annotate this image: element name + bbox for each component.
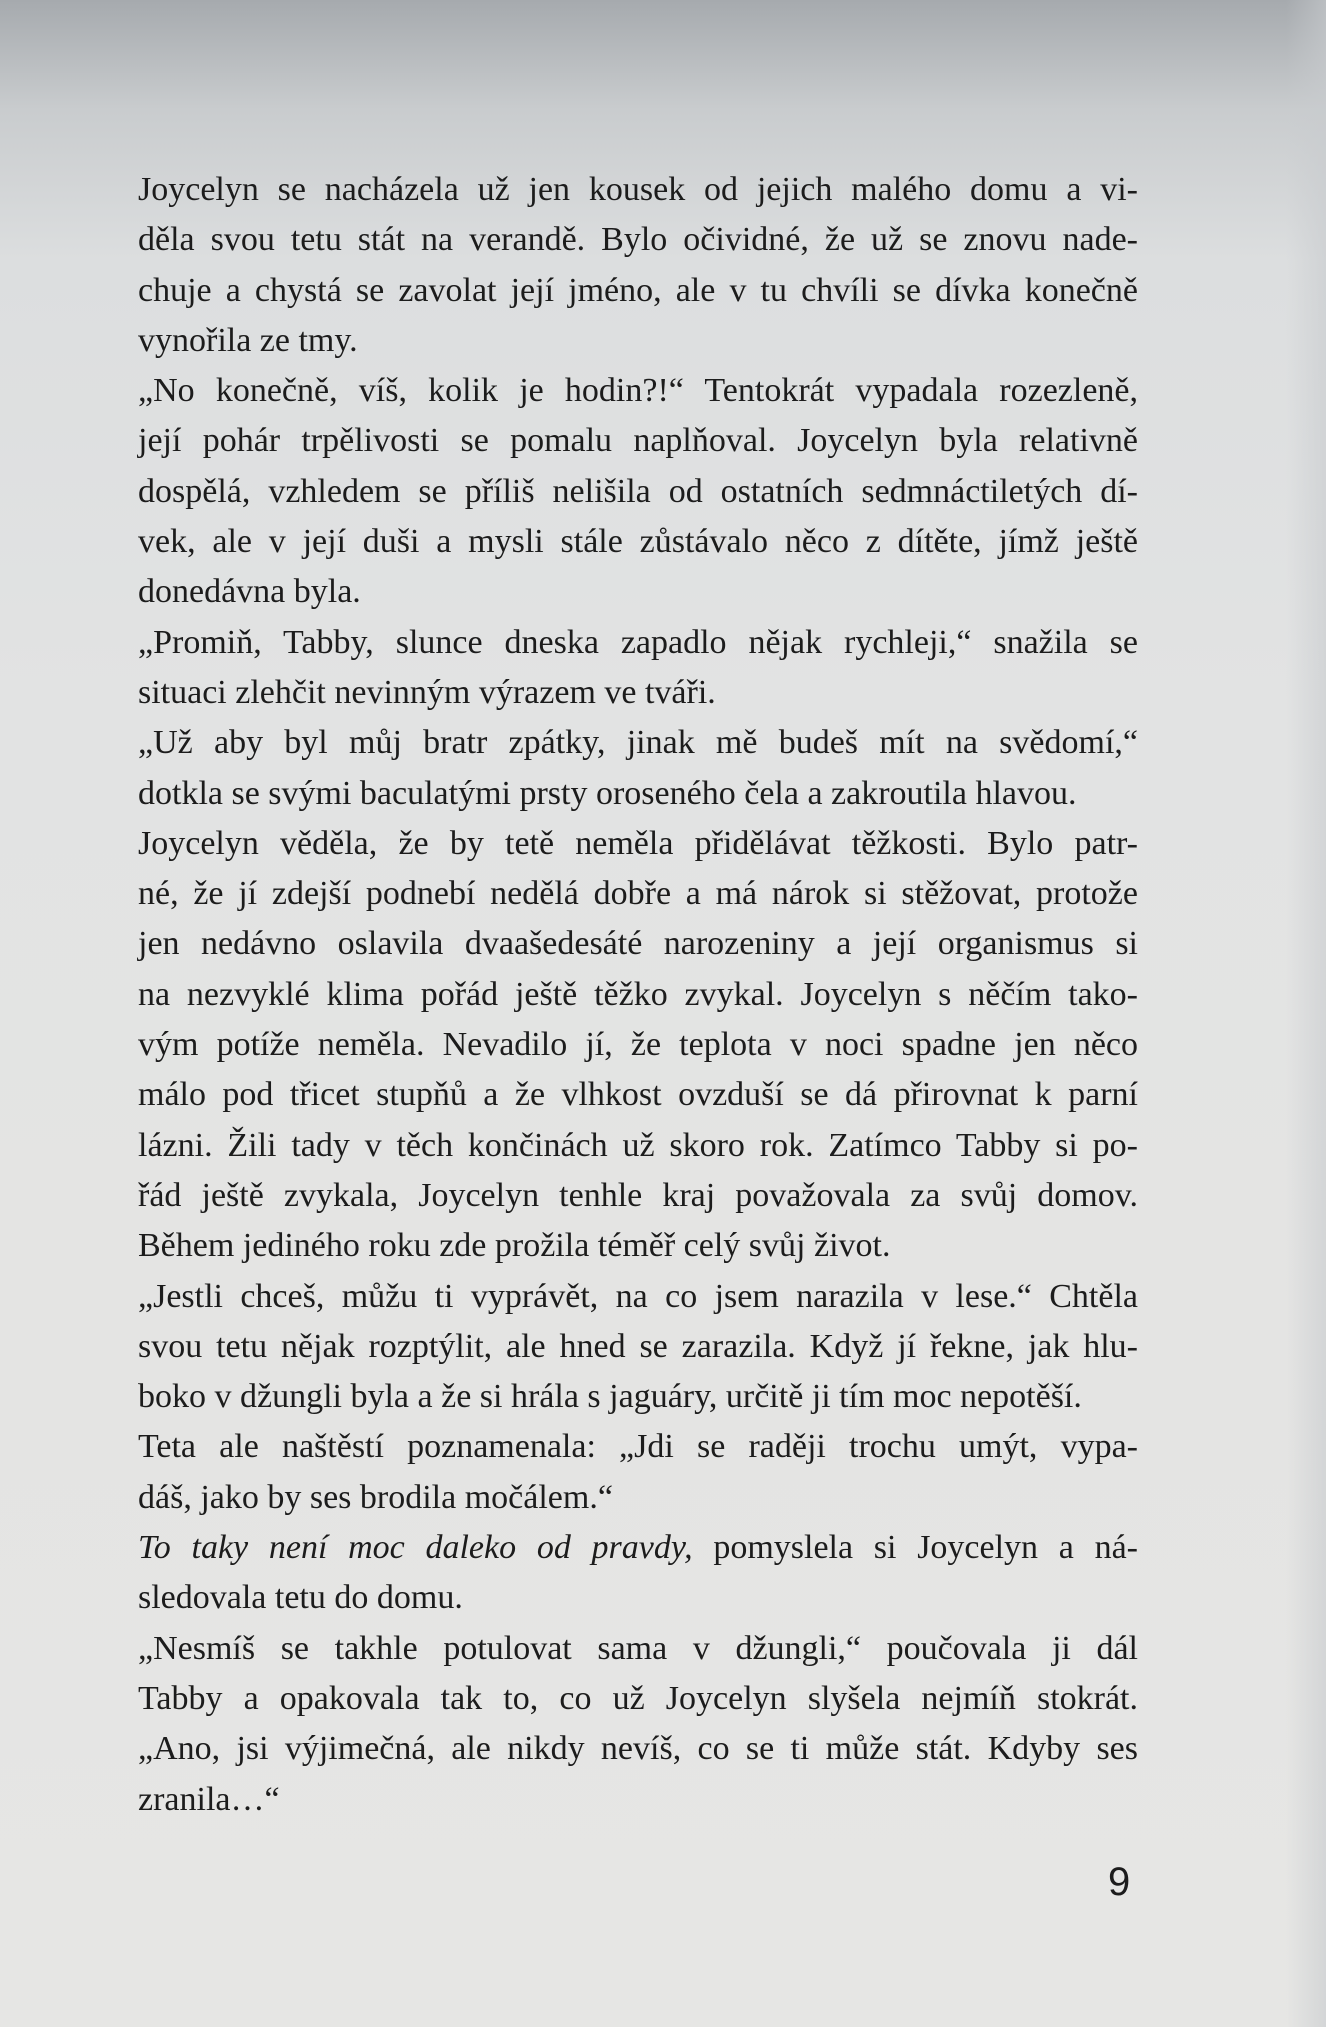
text-line: její pohár trpělivosti se pomalu naplňoval. Joycelyn byla relativně — [138, 422, 1138, 460]
text-line: zranila…“ — [138, 1780, 280, 1818]
text-line: chuje a chystá se zavolat její jméno, ale v tu chvíli se dívka konečně — [138, 271, 1138, 309]
text-line: boko v džungli byla a že si hrála s jaguáry, určitě ji tím moc nepotěší. — [138, 1378, 1082, 1416]
text-line: sledovala tetu do domu. — [138, 1579, 463, 1617]
text-line — [86, 1523, 1138, 1573]
text-line: „Nesmíš se takhle potulovat sama v džungli,“ poučovala ji dál — [138, 1629, 1138, 1667]
text-line: dotkla se svými baculatými prsty oroseného čela a zakroutila hlavou. — [138, 774, 1077, 812]
paragraph — [86, 1523, 1138, 1624]
text-line: svou tetu nějak rozptýlit, ale hned se zarazila. Když jí řekne, jak hlu- — [138, 1327, 1138, 1365]
paragraph — [86, 819, 1138, 1272]
text-line: dáš, jako by ses brodila močálem.“ — [138, 1478, 613, 1516]
text-line: „Promiň, Tabby, slunce dneska zapadlo nějak rychleji,“ snažila se — [138, 623, 1138, 661]
text-line: řád ještě zvykala, Joycelyn tenhle kraj považovala za svůj domov. — [138, 1176, 1138, 1214]
body-text — [86, 165, 1138, 1825]
text-line: Joycelyn se nacházela už jen kousek od jejich malého domu a vi- — [138, 171, 1138, 208]
text-line: „Už aby byl můj bratr zpátky, jinak mě budeš mít na svědomí,“ — [138, 724, 1138, 762]
text-line: donedávna byla. — [138, 573, 361, 611]
text-line: vek, ale v její duši a mysli stále zůstávalo něco z dítěte, jímž ještě — [138, 523, 1138, 561]
text-line: málo pod třicet stupňů a že vlhkost ovzduší se dá přirovnat k parní — [138, 1076, 1138, 1114]
paragraph — [86, 165, 1138, 366]
text-line: Tabby a opakovala tak to, co už Joycelyn slyšela nejmíň stokrát. — [138, 1679, 1138, 1717]
text-line: né, že jí zdejší podnebí nedělá dobře a má nárok si stěžovat, protože — [138, 875, 1138, 913]
text-line: „Jestli chceš, můžu ti vyprávět, na co jsem narazila v lese.“ Chtěla — [138, 1277, 1138, 1315]
text-line: Joycelyn věděla, že by tetě neměla přidělávat těžkosti. Bylo patr- — [138, 824, 1138, 862]
text-line: „Ano, jsi výjimečná, ale nikdy nevíš, co se ti může stát. Kdyby ses — [138, 1730, 1138, 1768]
paragraph — [86, 1272, 1138, 1423]
text-line: jen nedávno oslavila dvaašedesáté narozeniny a její organismus si — [138, 925, 1138, 963]
text-line: na nezvyklé klima pořád ještě těžko zvykal. Joycelyn s něčím tako- — [138, 975, 1138, 1013]
italic-thought: To taky není moc daleko od pravdy, — [138, 1529, 693, 1567]
paragraph — [86, 366, 1138, 617]
paragraph — [86, 718, 1138, 819]
page-number: 9 — [1108, 1860, 1131, 1904]
text-fragment: pomyslela si Joycelyn a ná- — [692, 1529, 1138, 1567]
text-line: vynořila ze tmy. — [138, 321, 358, 359]
text-line: Teta ale naštěstí poznamenala: „Jdi se raději trochu umýt, vypa- — [138, 1428, 1138, 1466]
text-line: dospělá, vzhledem se příliš nelišila od ostatních sedmnáctiletých dí- — [138, 472, 1138, 510]
text-line: vým potíže neměla. Nevadilo jí, že teplota v noci spadne jen něco — [138, 1026, 1138, 1064]
text-line: „No konečně, víš, kolik je hodin?!“ Tentokrát vypadala rozezleně, — [138, 372, 1138, 410]
paragraph — [86, 618, 1138, 719]
paragraph — [86, 1624, 1138, 1825]
text-line: děla svou tetu stát na verandě. Bylo očividné, že už se znovu nade- — [138, 221, 1138, 259]
paragraph — [86, 1422, 1138, 1523]
text-line: situaci zlehčit nevinným výrazem ve tváři. — [138, 673, 716, 711]
text-line: Během jediného roku zde prožila téměř celý svůj život. — [138, 1227, 891, 1265]
text-line: lázni. Žili tady v těch končinách už skoro rok. Zatímco Tabby si po- — [138, 1126, 1138, 1164]
